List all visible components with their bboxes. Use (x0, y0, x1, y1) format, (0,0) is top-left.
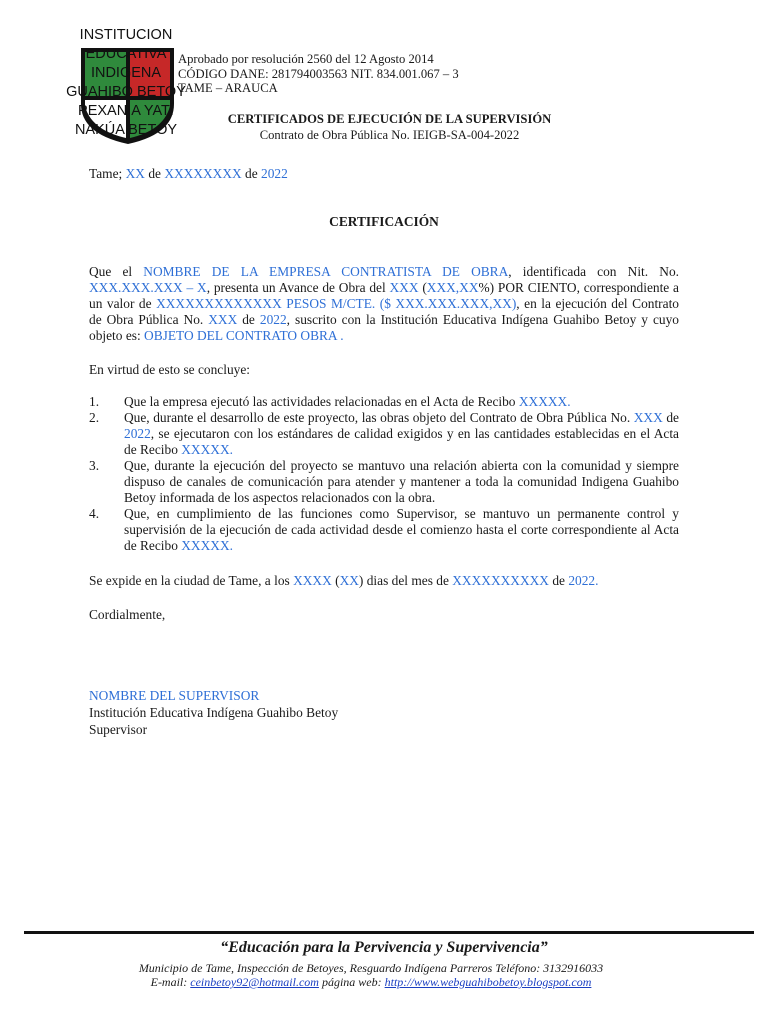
closing: Cordialmente, (89, 607, 166, 622)
header-info (178, 52, 459, 96)
contract-year: 2022 (259, 312, 287, 327)
logo-line: INSTITUCION (79, 27, 173, 43)
dane-code-text: CÓDIGO DANE: 281794003563 NIT. 834.001.067 – 3 (178, 66, 459, 81)
progress-percent: XXX,XX (426, 280, 479, 295)
page-title: CERTIFICACIÓN (329, 214, 439, 229)
logo-line: NAKÚA BETOY (74, 122, 178, 138)
certification-paragraph: Que el NOMBRE DE LA EMPRESA CONTRATISTA DE OBRA, identificada con Nit. No. XXX.XXX.XXX – X, presenta un Avance de Obra del XXX (XXX,XX%) POR CIENTO, correspondiente a un valor de XXXXXXXXXXXXX PESOS M/CTE. ($ XXX.XXX.XXX,XX), en la ejecución del Contrato de Obra Pública No. XXX de 2022, suscrito con la Institución Educativa Indígena Guahibo Betoy y cuyo objeto es: OBJETO DEL CONTRATO OBRA . (89, 264, 679, 343)
footer-contact: E-mail: ceinbetoy92@hotmail.com página web: http://www.webguahibobetoy.blogspot.com (150, 975, 592, 989)
list-item: 2. Que, durante el desarrollo de este proyecto, las obras objeto del Contrato de Obra Pública No. XXX de 2022, se ejecutaron con los estándares de calidad exigidos y en las cantidades establecidas en el Acta de Recibo XXXXX. (89, 410, 679, 457)
list-item: 3. Que, durante la ejecución del proyecto se mantuvo una relación abierta con la comunidad y siempre dispuso de canales de comunicación para atender y mantener a toda la comunidad Indigena Guahibo Betoy informada de los aspectos relacionados con la obra. (89, 458, 679, 505)
date-line: Tame; XX de XXXXXXXX de 2022 (89, 166, 288, 181)
date-day: XX (125, 166, 145, 181)
email-link[interactable]: ceinbetoy92@hotmail.com (190, 975, 319, 989)
supervisor-name: NOMBRE DEL SUPERVISOR (89, 688, 260, 703)
supervisor-institution: Institución Educativa Indígena Guahibo Betoy (89, 705, 339, 720)
website-link[interactable]: http://www.webguahibobetoy.blogspot.com (384, 975, 592, 989)
footer-motto: “Educación para la Pervivencia y Supervivencia” (220, 939, 548, 956)
logo-line: PEXANIA YATÍ (78, 103, 174, 119)
logo-line: EDUCATIVA (85, 46, 167, 62)
resolution-text: Aprobado por resolución 2560 del 12 Agosto 2014 (178, 52, 434, 66)
conclusion-list (89, 394, 679, 554)
footer-divider (24, 931, 754, 934)
header-subtitle: Contrato de Obra Pública No. IEIGB-SA-004-2022 (259, 128, 520, 142)
date-month: XXXXXXXX (164, 166, 242, 181)
list-item: 4. Que, en cumplimiento de las funciones como Supervisor, se mantuvo un permanente control y supervisión de la ejecución de cada actividad desde el comienzo hasta el corte correspondiente al Acta de Recibo XXXXX. (89, 506, 679, 553)
date-year: 2022 (261, 166, 288, 181)
company-name: NOMBRE DE LA EMPRESA CONTRATISTA DE OBRA (143, 264, 509, 279)
logo-line: GUAHIBO BETOY (66, 84, 186, 100)
progress-words: XXX (389, 280, 419, 295)
contract-object: OBJETO DEL CONTRATO OBRA . (144, 328, 344, 343)
list-item: 1. Que la empresa ejecutó las actividades relacionadas en el Acta de Recibo XXXXX. (89, 394, 571, 409)
header-title: CERTIFICADOS DE EJECUCIÓN DE LA SUPERVISIÓN (227, 112, 552, 126)
issue-statement: Se expide en la ciudad de Tame, a los XXXX (XX) dias del mes de XXXXXXXXXX de 2022. (89, 573, 599, 588)
conclusion-intro: En virtud de esto se concluye: (89, 362, 251, 377)
logo-line: INDIGENA (90, 65, 162, 81)
company-nit: XXX.XXX.XXX – X (89, 280, 207, 295)
footer-address: Municipio de Tame, Inspección de Betoyes, Resguardo Indígena Parreros Teléfono: 3132916033 (138, 961, 604, 975)
location-text: TAME – ARAUCA (178, 81, 278, 95)
contract-value: XXXXXXXXXXXXX PESOS M/CTE. ($ XXX.XXX.XXX,XX) (156, 296, 517, 311)
supervisor-role: Supervisor (89, 722, 148, 737)
contract-number: XXX (208, 312, 238, 327)
